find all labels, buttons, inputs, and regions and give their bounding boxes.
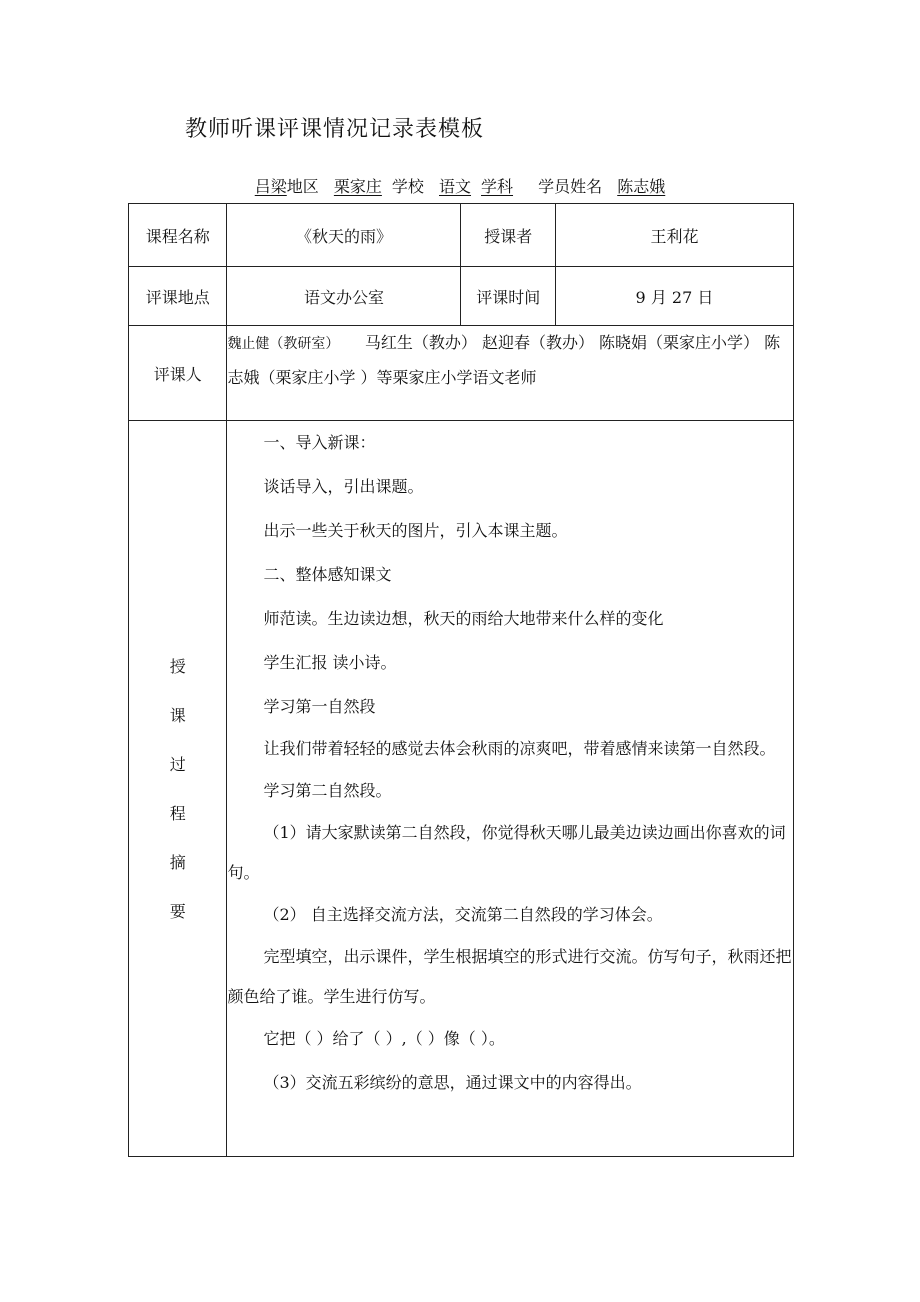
course-value: 《秋天的雨》 <box>227 204 461 267</box>
process-summary <box>227 421 794 1157</box>
process-line: 一、导入新课： <box>263 433 376 452</box>
teacher-value: 王利花 <box>555 204 793 267</box>
process-line: 它把（ ）给了（ ）,（ ）像（ ）。 <box>263 1029 505 1048</box>
table-row <box>129 326 794 421</box>
process-label-char: 摘 <box>169 852 186 872</box>
reviewer-label: 评课人 <box>129 326 227 421</box>
reviewer-list <box>227 326 794 421</box>
reviewer-first: 魏止健（教研室） <box>227 336 340 352</box>
subject-value: 语文 <box>439 177 472 196</box>
process-line: （3）交流五彩缤纷的意思，通过课文中的内容得出。 <box>263 1073 642 1092</box>
process-label-char: 程 <box>169 803 186 823</box>
subject-suffix: 学科 <box>481 177 514 196</box>
process-line: 让我们带着轻轻的感觉去体会秋雨的凉爽吧，带着感情来读第一自然段。 <box>263 739 776 758</box>
record-table <box>128 203 794 1157</box>
region-value: 吕梁 <box>254 177 287 196</box>
process-line: 谈话导入，引出课题。 <box>263 477 424 496</box>
process-line: 学习第一自然段 <box>263 697 376 716</box>
process-label-char: 要 <box>169 901 186 921</box>
course-label: 课程名称 <box>129 204 227 267</box>
table-row <box>129 204 794 267</box>
table-row <box>129 267 794 326</box>
school-suffix: 学校 <box>391 177 424 196</box>
process-line: 学习第二自然段。 <box>263 781 392 800</box>
process-label-char: 过 <box>169 754 186 774</box>
school-value: 栗家庄 <box>333 177 382 196</box>
process-line: 出示一些关于秋天的图片，引入本课主题。 <box>263 521 568 540</box>
place-value: 语文办公室 <box>227 267 461 326</box>
process-label-char: 课 <box>169 705 186 725</box>
process-label <box>129 421 227 1157</box>
process-line: 学生汇报 读小诗。 <box>263 653 397 672</box>
reviewer-rest: 马红生（教办） 赵迎春（教办） 陈晓娟（栗家庄小学） 陈志娥（栗家庄小学 ）等栗家庄小学语文老师 <box>227 333 781 387</box>
process-line: 二、整体感知课文 <box>263 565 392 584</box>
time-label: 评课时间 <box>461 267 555 326</box>
table-row <box>129 421 794 1157</box>
region-suffix: 地区 <box>286 177 319 196</box>
time-value: 9 月 27 日 <box>555 267 793 326</box>
student-name: 陈志娥 <box>617 177 666 196</box>
document-title: 教师听课评课情况记录表模板 <box>185 117 485 142</box>
process-line: 完型填空，出示课件，学生根据填空的形式进行交流。仿写句子，秋雨还把颜色给了谁。学生进行仿写。 <box>227 947 792 1006</box>
student-label: 学员姓名 <box>538 177 603 196</box>
teacher-label: 授课者 <box>461 204 555 267</box>
process-line: （1）请大家默读第二自然段，你觉得秋天哪儿最美边读边画出你喜欢的词句。 <box>227 823 786 882</box>
place-label: 评课地点 <box>129 267 227 326</box>
process-line: 师范读。生边读边想，秋天的雨给大地带来什么样的变化 <box>263 609 664 628</box>
process-label-char: 授 <box>169 656 186 676</box>
process-line: （2） 自主选择交流方法，交流第二自然段的学习体会。 <box>263 905 663 924</box>
header-line <box>0 174 920 197</box>
